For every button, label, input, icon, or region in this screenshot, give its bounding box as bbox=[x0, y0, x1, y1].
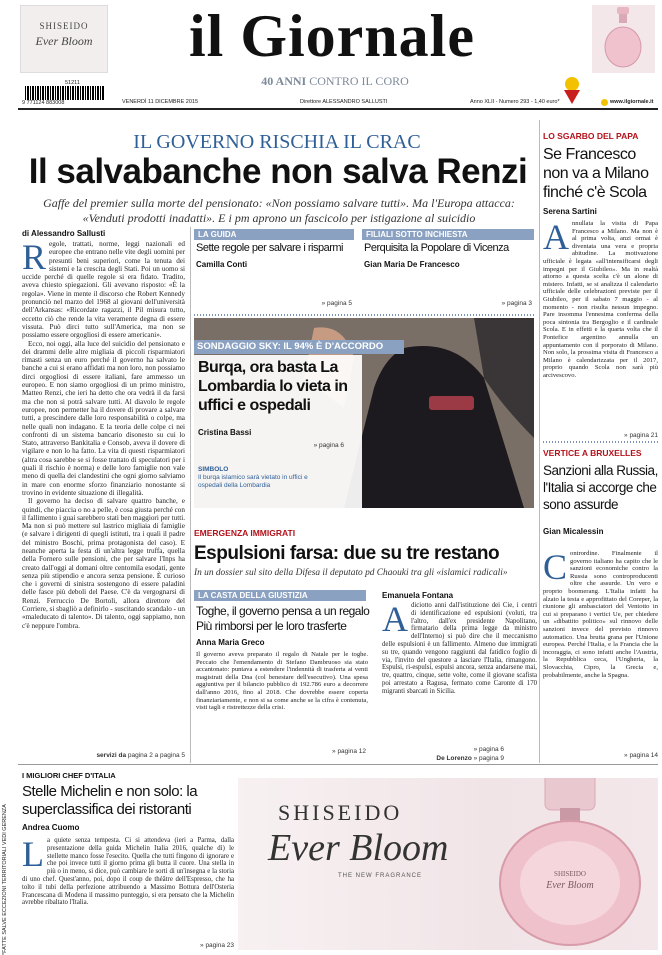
filiali-headline[interactable]: Perquisita la Popolare di Vicenza bbox=[364, 242, 509, 254]
papa-dropcap: A bbox=[543, 220, 569, 257]
ad-brand: SHISEIDO bbox=[39, 21, 89, 31]
perfume-bottle-icon bbox=[592, 5, 655, 73]
director: Direttore ALESSANDRO SALLUSTI bbox=[300, 99, 388, 105]
filiali-pageref-text: pagina 3 bbox=[507, 300, 532, 307]
immigrati-pageref2-label: De Lorenzo bbox=[436, 755, 472, 762]
papa-body-text: nnullata la visita di Papa Francesco a Milano. Ma non è al prima volta, anzi ormai è diventata una vera e propria abitudine. La motivazione ufficiale è legata «all'intensificarsi degli impegni per il Giubileo». Ma in realtà attorno a questa scelta c'è un alone di mistero. Infatti, se si analizza il calendario ufficiale delle celebrazioni previste per il Giubileo, per il sabato 7 maggio - al momento - non risulta nessun impegno. Pare insomma l'ennesima conferma della poca sintonia tra Bergoglio e il cardinale Scola. E in effetti e la quarta volta che il Pontefice argentino annulla un appuntamento con il porporato di Milano. Non solo, la prossima visita di Francesco a Milano è calendarizzata per il 2017, proprio quando Scola non sarà più arcivescovo. bbox=[543, 220, 658, 379]
russia-pageref-text: pagina 14 bbox=[629, 752, 658, 759]
michelin-pageref[interactable]: » pagina 23 bbox=[200, 942, 234, 949]
masthead-subtitle bbox=[215, 74, 455, 89]
ad-brand-name: SHISEIDO bbox=[278, 800, 403, 825]
russia-kicker: VERTICE A BRUXELLES bbox=[543, 448, 642, 458]
filiali-label: FILIALI SOTTO INCHIESTA bbox=[362, 229, 534, 240]
lead-body-p3: Il governo ha deciso di salvare quattro banche, e quindi, che piaccia o no a pelle, è cosa giusta perché con il fallimento i guai sarebbero stati ben maggiori per tutti. Ma non si può mettere sul lastrico migliaia di famiglie (e salvare i dirigenti di quegli istituti, tra i quali il padre del ministro Boschi, prima protagonista del caso). E neanche aperta la festa di un'altra legge truffa, quella della Fornero sulle pensioni, che per salvare l'Inps ha creato dall'oggi al domani oltre centomila esodati, gente senza più stipendio e ancora senza pensione. È curioso che i governi di sinistra sostengono di essere paladini delle fasce più deboli del Paese. C'è da vergognarsi di Renzi. Ferruccio De Bortoli, allora direttore del Corriere, si sbagliò a definirlo - suscitando scandalo - un «maleducato di talento». Di talento, oggi sappiamo, non c'è neppure l'ombra. bbox=[22, 497, 185, 630]
filiali-byline: Gian Maria De Francesco bbox=[364, 260, 460, 269]
filiali-pageref[interactable]: » pagina 3 bbox=[501, 300, 532, 307]
guida-label: LA GUIDA bbox=[194, 229, 354, 240]
divider-hatch-2 bbox=[543, 441, 658, 443]
divider-hatch-1 bbox=[194, 314, 534, 316]
svg-text:SHISEIDO: SHISEIDO bbox=[554, 870, 586, 878]
giustizia-body: Il governo aveva preparato il regalo di Natale per le toghe. Peccato che l'emendamento di Stefano Dambruoso sia stato accantonato: puntava a estendere l'indennità di trasferta ai venti magistrati della Dna (col benestare dell'esecutivo). Una spesa aggiuntiva per il bilancio pubblico di 192.786 euro a decorrere dall'anno 2016, fino al 2018. Che dovrebbe essere coperta finanziariamente, e non si sa come anche se la cifra è contenuta, visti tagli e ristrettezze della crisi. bbox=[196, 651, 368, 712]
subtitle-text: CONTRO IL CORO bbox=[309, 74, 409, 88]
immigrati-summary: In un dossier sul sito della Difesa il deputato pd Chaouki tra gli «islamici radicali» bbox=[194, 568, 508, 578]
michelin-dropcap: L bbox=[22, 837, 44, 874]
section-divider bbox=[18, 764, 658, 765]
immigrati-body-text: diciotto anni dall'istituzione dei Cie, i centri di identificazione ed espulsioni (voluti, tra l'altro, dall'ex presidente Napolitano, firmatario della prima legge da ministro dell'Interno) si può dire che il meccanismo delle espulsioni è un fallimento. Almeno due immigrati su tre, quando vengono raggiunti dal fatidico foglio di via, l'invito del questore a lasciare l'Italia, rimangono. Espulsi, ri-espulsi, espulsi ancora, senza andarsene mai, tre, quattro, cinque, sette volte, come il giovane scafista poi arrestato a Ragusa, fermato come Caronte di 170 migranti sbarcati in Sicilia. bbox=[382, 602, 537, 695]
issue-date: VENERDÌ 11 DICEMBRE 2015 bbox=[122, 99, 199, 105]
burqa-pageref[interactable]: » pagina 6 bbox=[313, 442, 344, 449]
lead-body-p2: Ecco, noi oggi, alla luce del suicidio del pensionato e dei drammi delle altre migliaia di piccoli risparmiatori rimasti senza un euro perché il governo ha salvato le banche a cui si erano affidati ma non loro, non possiamo dirci orgogliosi di essere italiani, fare ammesso un europeo. E non siamo orgogliosi di un primo ministro, Matteo Renzi, che ieri ha detto che ora vedrà il da farsi ma che non si potrà salvare tutti. Al diavolo le regole europee, non permetter ha il dovere di provare a salvare tutti, a prescindere dalle loro responsabilità o colpe, ma nelle quali non indagano. E la teoria delle colpe ci nei confronti di un sistema bancario disonesto su cui lo Stato, attraverso Bankitalia e Consob, aveva il dovere di vigilare e non lo ha fatto. La vita di questi risparmiatori (altra cosa sarebbe se si fosse trattato di speculatori per i quali il rischio è norma) e delle loro famiglie non vale meno di quella dei clandestini che ogni giorno salviamo in mare con enorme sforzo finanziario nonostante si trovino in evidente situazione di illegalità. bbox=[22, 339, 185, 497]
col-divider-1 bbox=[190, 227, 191, 763]
immigrati-pageref2[interactable]: De Lorenzo » pagina 9 bbox=[436, 755, 504, 762]
russia-byline: Gian Micalessin bbox=[543, 527, 604, 536]
immigrati-dropcap: A bbox=[382, 602, 408, 639]
burqa-caption-label: SIMBOLO bbox=[198, 466, 229, 473]
lead-summary: Gaffe del premier sulla morte del pensionato: «Non possiamo salvare tutti». Ma l'Europa attacca: «Venduti prodotti inadatti». E i pm aprono un fascicolo per istigazione al suicidio bbox=[43, 196, 515, 225]
papa-byline: Serena Sartini bbox=[543, 207, 597, 216]
burqa-pageref-text: pagina 6 bbox=[319, 442, 344, 449]
burqa-byline: Cristina Bassi bbox=[198, 428, 252, 437]
barcode-number: 9 771124 883008 bbox=[22, 100, 65, 106]
barcode bbox=[20, 80, 110, 108]
papa-pageref-text: pagina 21 bbox=[629, 432, 658, 439]
perfume-bottle-large-icon bbox=[490, 778, 650, 950]
giustizia-pageref[interactable]: » pagina 12 bbox=[332, 748, 366, 755]
ad-product: Ever Bloom bbox=[35, 34, 93, 48]
ad-tagline: THE NEW FRAGRANCE bbox=[338, 873, 423, 879]
website-icon bbox=[601, 99, 608, 106]
lead-dropcap: R bbox=[22, 240, 47, 277]
russia-body bbox=[543, 550, 658, 740]
immigrati-byline: Emanuela Fontana bbox=[382, 591, 454, 600]
subtitle-years: 40 ANNI bbox=[261, 74, 307, 88]
burqa-banner: SONDAGGIO SKY: IL 94% È D'ACCORDO bbox=[197, 341, 384, 352]
papa-body bbox=[543, 220, 658, 428]
michelin-pageref-text: pagina 23 bbox=[205, 942, 234, 949]
shiseido-ad[interactable] bbox=[238, 778, 658, 950]
burqa-caption: Il burqa islamico sarà vietato in uffici e ospedali della Lombardia bbox=[198, 474, 308, 489]
ad-product-name: Ever Bloom bbox=[268, 827, 449, 869]
papa-pageref[interactable]: » pagina 21 bbox=[624, 432, 658, 439]
giustizia-byline: Anna Maria Greco bbox=[196, 638, 265, 647]
lead-pageref-pages[interactable]: pagina 2 a pagina 5 bbox=[127, 752, 185, 759]
guida-pageref[interactable]: » pagina 5 bbox=[321, 300, 352, 307]
guida-byline: Camilla Conti bbox=[196, 260, 248, 269]
michelin-body bbox=[22, 837, 234, 937]
svg-text:Ever Bloom: Ever Bloom bbox=[546, 880, 594, 891]
russia-headline[interactable]: Sanzioni alla Russia, l'Italia si accorge che sono assurde bbox=[543, 463, 658, 512]
russia-pageref[interactable]: » pagina 14 bbox=[624, 752, 658, 759]
website-link[interactable]: www.ilgiornale.it bbox=[610, 99, 654, 105]
lead-body bbox=[22, 240, 185, 740]
papa-headline[interactable]: Se Francesco non va a Milano finché c'è Scola bbox=[543, 146, 649, 201]
lead-kicker: IL GOVERNO RISCHIA IL CRAC bbox=[133, 131, 421, 153]
lead-headline: Il salvabanche non salva Renzi bbox=[28, 152, 528, 191]
guida-pageref-text: pagina 5 bbox=[327, 300, 352, 307]
masthead-ad-left[interactable] bbox=[20, 5, 108, 73]
lead-pageref bbox=[22, 752, 185, 759]
giustizia-headline[interactable]: Toghe, il governo pensa a un regalo Più rimborsi per le loro trasferte bbox=[196, 604, 370, 633]
russia-body-text: ontrordine. Finalmente il governo italiano ha capito che le sanzioni economiche contro la Russia sono controproducenti oltre che assurde. Un vero e proprio boomerang. L'Italia infatti ha alzato la testa e approfittato del Coreper, la riunione gli ambasciatori del Ventotto in cui si preparano i vertici Ue, per chiedere un «dibattito politico» sul rinnovo delle sanzioni invece del previsto rinnovo automatico. Una brutta grana per l'Unione europea. Perché l'Italia, e la Francia che la incoraggia, ci sono infatti anche l'Austria, la Repubblica ceca, l'Ungheria, la Slovacchia, Cipro, la Grecia e, probabilmente, anche la Spagna. bbox=[543, 550, 658, 679]
michelin-headline[interactable]: Stelle Michelin e non solo: la superclassifica dei ristoranti bbox=[22, 783, 198, 818]
guida-headline[interactable]: Sette regole per salvare i risparmi bbox=[196, 242, 343, 254]
immigrati-kicker: EMERGENZA IMMIGRATI bbox=[194, 528, 296, 538]
michelin-byline: Andrea Cuomo bbox=[22, 823, 80, 832]
lead-body-p1: egole, trattati, norme, leggi nazionali ed europee che entrano nelle vite degli uomini per presunti beni superiori, come la tenuta dei sistemi e la crescita degli Stati. Poi un uomo si uccide perché di quelle regole si era fidato. Tradito, aveva chiesto spiegazioni. Gli avevano risposto: «È la regola». Viene in mente il discorso che Robert Kennedy pronunciò nel marzo del 1968 al giovani dell'università dell'Arkansas: «Ricordate ragazzi, il Pil misura tutto, eccetto ciò che rende la vita veramente degna di essere vissuta. Può dirci tutto sull'America, ma non se possiamo essere orgogliosi di essere americani». bbox=[22, 240, 185, 340]
giustizia-label: LA CASTA DELLA GIUSTIZIA bbox=[194, 590, 366, 601]
newspaper-logo: il Giornale bbox=[189, 3, 475, 69]
ribbon-mascot-icon bbox=[560, 76, 584, 106]
burqa-headline[interactable]: Burqa, ora basta La Lombardia lo vieta in uffici e ospedali bbox=[198, 359, 348, 414]
immigrati-pageref-text: pagina 6 bbox=[479, 746, 504, 753]
col-divider-2 bbox=[539, 120, 540, 763]
giustizia-pageref-text: pagina 12 bbox=[337, 748, 366, 755]
side-note: *FATTE SALVE ECCEZIONI TERRITORIALI VEDI GERENZA bbox=[2, 804, 8, 955]
issue-info: Anno XLII - Numero 293 - 1,40 euro* bbox=[470, 99, 560, 105]
barcode-top: 51211 bbox=[65, 80, 80, 86]
russia-dropcap: C bbox=[543, 550, 568, 587]
papa-kicker: LO SGARBO DEL PAPA bbox=[543, 131, 639, 141]
michelin-body-text: a quiete senza tempesta. Ci si attendeva (ieri a Parma, dalla presentazione della guida Michelin Italia 2016, qualche dì) le stellette manco fosse l'esecito. Quella che tutti fingono di ignorare e che poi invece tutti il giorno prima gli butta il cuore. Una stella in più o in meno, si dice, può cambiare le sorti di un'insegna e la storia di uno chef. Quest'anno, poi, dopo il coup de théâtre dell'Espresso, che ha tolto il tubi della perfezione attribuendo a Massimo Bottura dell'Osteria Francescana di Modena il massimo punteggio, si era pensato che la Michelin avrebbe ribaltato l'Italia. bbox=[22, 837, 234, 907]
masthead-divider bbox=[18, 108, 658, 110]
immigrati-headline[interactable]: Espulsioni farsa: due su tre restano bbox=[194, 543, 500, 564]
lead-pageref-label: servizi da bbox=[96, 752, 127, 759]
immigrati-pageref[interactable]: » pagina 6 bbox=[473, 746, 504, 753]
immigrati-pageref2-text: pagina 9 bbox=[479, 755, 504, 762]
immigrati-body bbox=[382, 602, 537, 712]
michelin-kicker: I MIGLIORI CHEF D'ITALIA bbox=[22, 771, 116, 780]
lead-byline: di Alessandro Sallusti bbox=[22, 229, 106, 238]
